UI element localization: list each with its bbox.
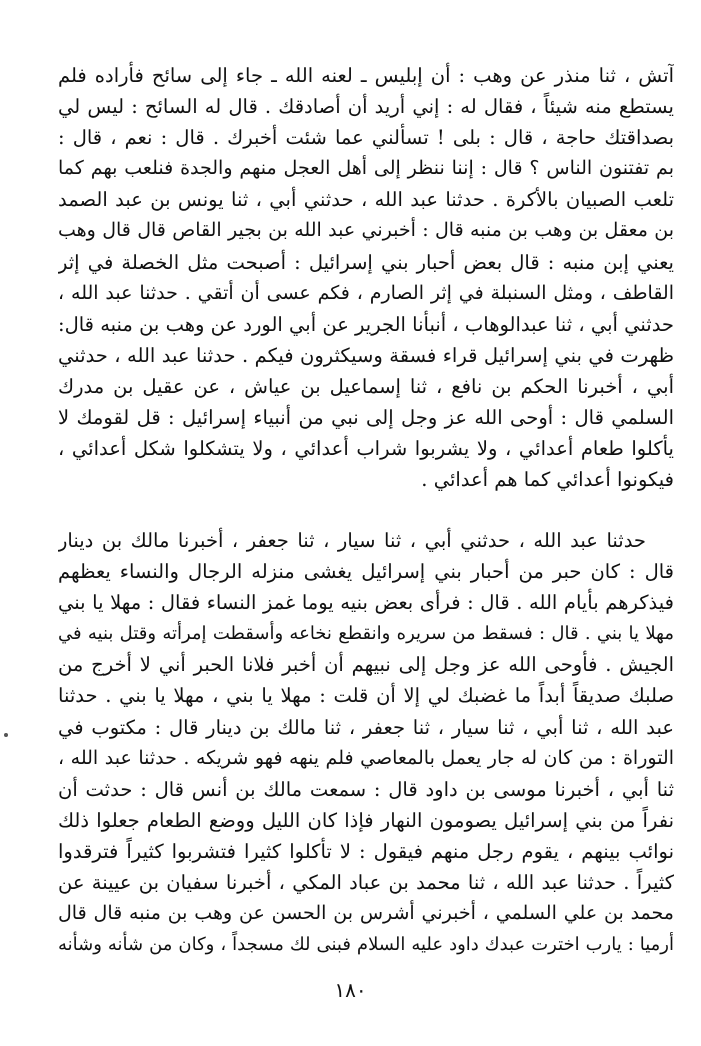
page-number: ١٨٠ (334, 978, 367, 1002)
text-line: مهلا يا بني . قال : فسقط من سريره وانقطع نخاعه وأسقطت إمرأته وقتل بنيه في (58, 623, 674, 645)
text-line: أرميا : يارب اخترت عبدك داود عليه السلام فبنى لك مسجداً ، وكان من شأنه وشأنه (58, 934, 674, 956)
text-line: يستطع منه شيئاً ، فقال له : إني أريد أن أصادقك . قال له السائح : ليس لي (58, 95, 674, 119)
text-line: بصداقتك حاجة ، قال : بلى ! تسألني عما شئت أخبرك . قال : نعم ، قال : (58, 126, 674, 150)
text-line: قال : كان حبر من أحبار بني إسرائيل يغشى منزله الرجال والنساء يعظهم (58, 560, 674, 584)
text-line: فيذكرهم بأيام الله . قال : فرأى بعض بنيه يوما غمز النساء فقال : مهلا يا بني (58, 591, 674, 615)
text-line: كثيراً . حدثنا عبد الله ، ثنا محمد بن عباد المكي ، أخبرنا سفيان بن عيينة عن (58, 871, 674, 895)
paragraph-2 (58, 525, 674, 960)
text-line: عبد الله ، ثنا أبي ، ثنا سيار ، ثنا جعفر ، ثنا مالك بن دينار قال : مكتوب في (58, 715, 674, 739)
text-line: القاطف ، ومثل السنبلة في إثر الصارم ، فكم عسى أن أتقي . حدثنا عبد الله ، (58, 281, 674, 304)
text-line: حدثني أبي ، ثنا عبدالوهاب ، أنبأنا الجرير عن أبي الورد عن وهب بن منبه قال: (58, 312, 674, 336)
text-line: يأكلوا طعام أعدائي ، ولا يشربوا شراب أعدائي ، ولا يتشكلوا شكل أعدائي ، (58, 437, 674, 461)
text-line: ظهرت في بني إسرائيل قراء فسقة وسيكثرون فيكم . حدثنا عبد الله ، حدثني (58, 343, 674, 367)
text-line: محمد بن علي السلمي ، أخبرني أشرس بن الحسن عن وهب بن منبه قال قال (58, 902, 674, 925)
text-line: نوائب بينهم ، يقوم رجل منهم فيقول : لا تأكلوا كثيرا فتشربوا كثيراً فترقدوا (58, 839, 674, 863)
text-line: يعني إبن منبه : قال بعض أحبار بني إسرائيل : أصبحت مثل الخصلة في إثر (58, 250, 674, 274)
text-line: حدثنا عبد الله ، حدثني أبي ، ثنا سيار ، ثنا جعفر ، أخبرنا مالك بن دينار (58, 529, 646, 552)
text-line: صلبك صديقاً أبداً ما غضبك لي إلا أن قلت : مهلا يا بني ، مهلا يا بني . حدثنا (58, 684, 674, 708)
text-line: السلمي قال : أوحى الله عز وجل إلى نبي من أنبياء إسرائيل : قل لقومك لا (58, 406, 674, 430)
text-line: ثنا أبي ، أخبرنا موسى بن داود قال : سمعت مالك بن أنس قال : حدثت أن (58, 777, 674, 801)
text-line: بن معقل بن وهب بن منبه قال : أخبرني عبد الله بن بجير القاص قال قال وهب (58, 219, 674, 242)
margin-speck (4, 733, 8, 737)
text-line: أبي ، أخبرنا الحكم بن نافع ، ثنا إسماعيل بن عياش ، عن عقيل بن مدرك (58, 374, 674, 398)
paragraph-1 (58, 60, 674, 495)
text-line: آتش ، ثنا منذر عن وهب : أن إبليس ـ لعنه الله ـ جاء إلى سائح فأراده فلم (58, 64, 674, 87)
text-line: فيكونوا أعدائي كما هم أعدائي . (421, 468, 674, 492)
text-line: تلعب الصبيان بالأكرة . حدثنا عبد الله ، حدثني أبي ، ثنا يونس بن عبد الصمد (58, 188, 674, 212)
text-line: التوراة : من كان له جار يعمل بالمعاصي فلم ينهه فهو شريكه . حدثنا عبد الله ، (58, 746, 674, 769)
text-line: الجيش . فأوحى الله عز وجل إلى نبيهم أن أخبر فلانا الحبر أني لا أخرج من (58, 653, 674, 677)
text-line: بم تفتنون الناس ؟ قال : إننا ننظر إلى أهل العجل منهم والجدة فنلعب بهم كما (58, 157, 674, 180)
text-line: نفراً من بني إسرائيل يصومون النهار فإذا كان الليل ووضع الطعام جعلوا ذلك (58, 808, 674, 832)
